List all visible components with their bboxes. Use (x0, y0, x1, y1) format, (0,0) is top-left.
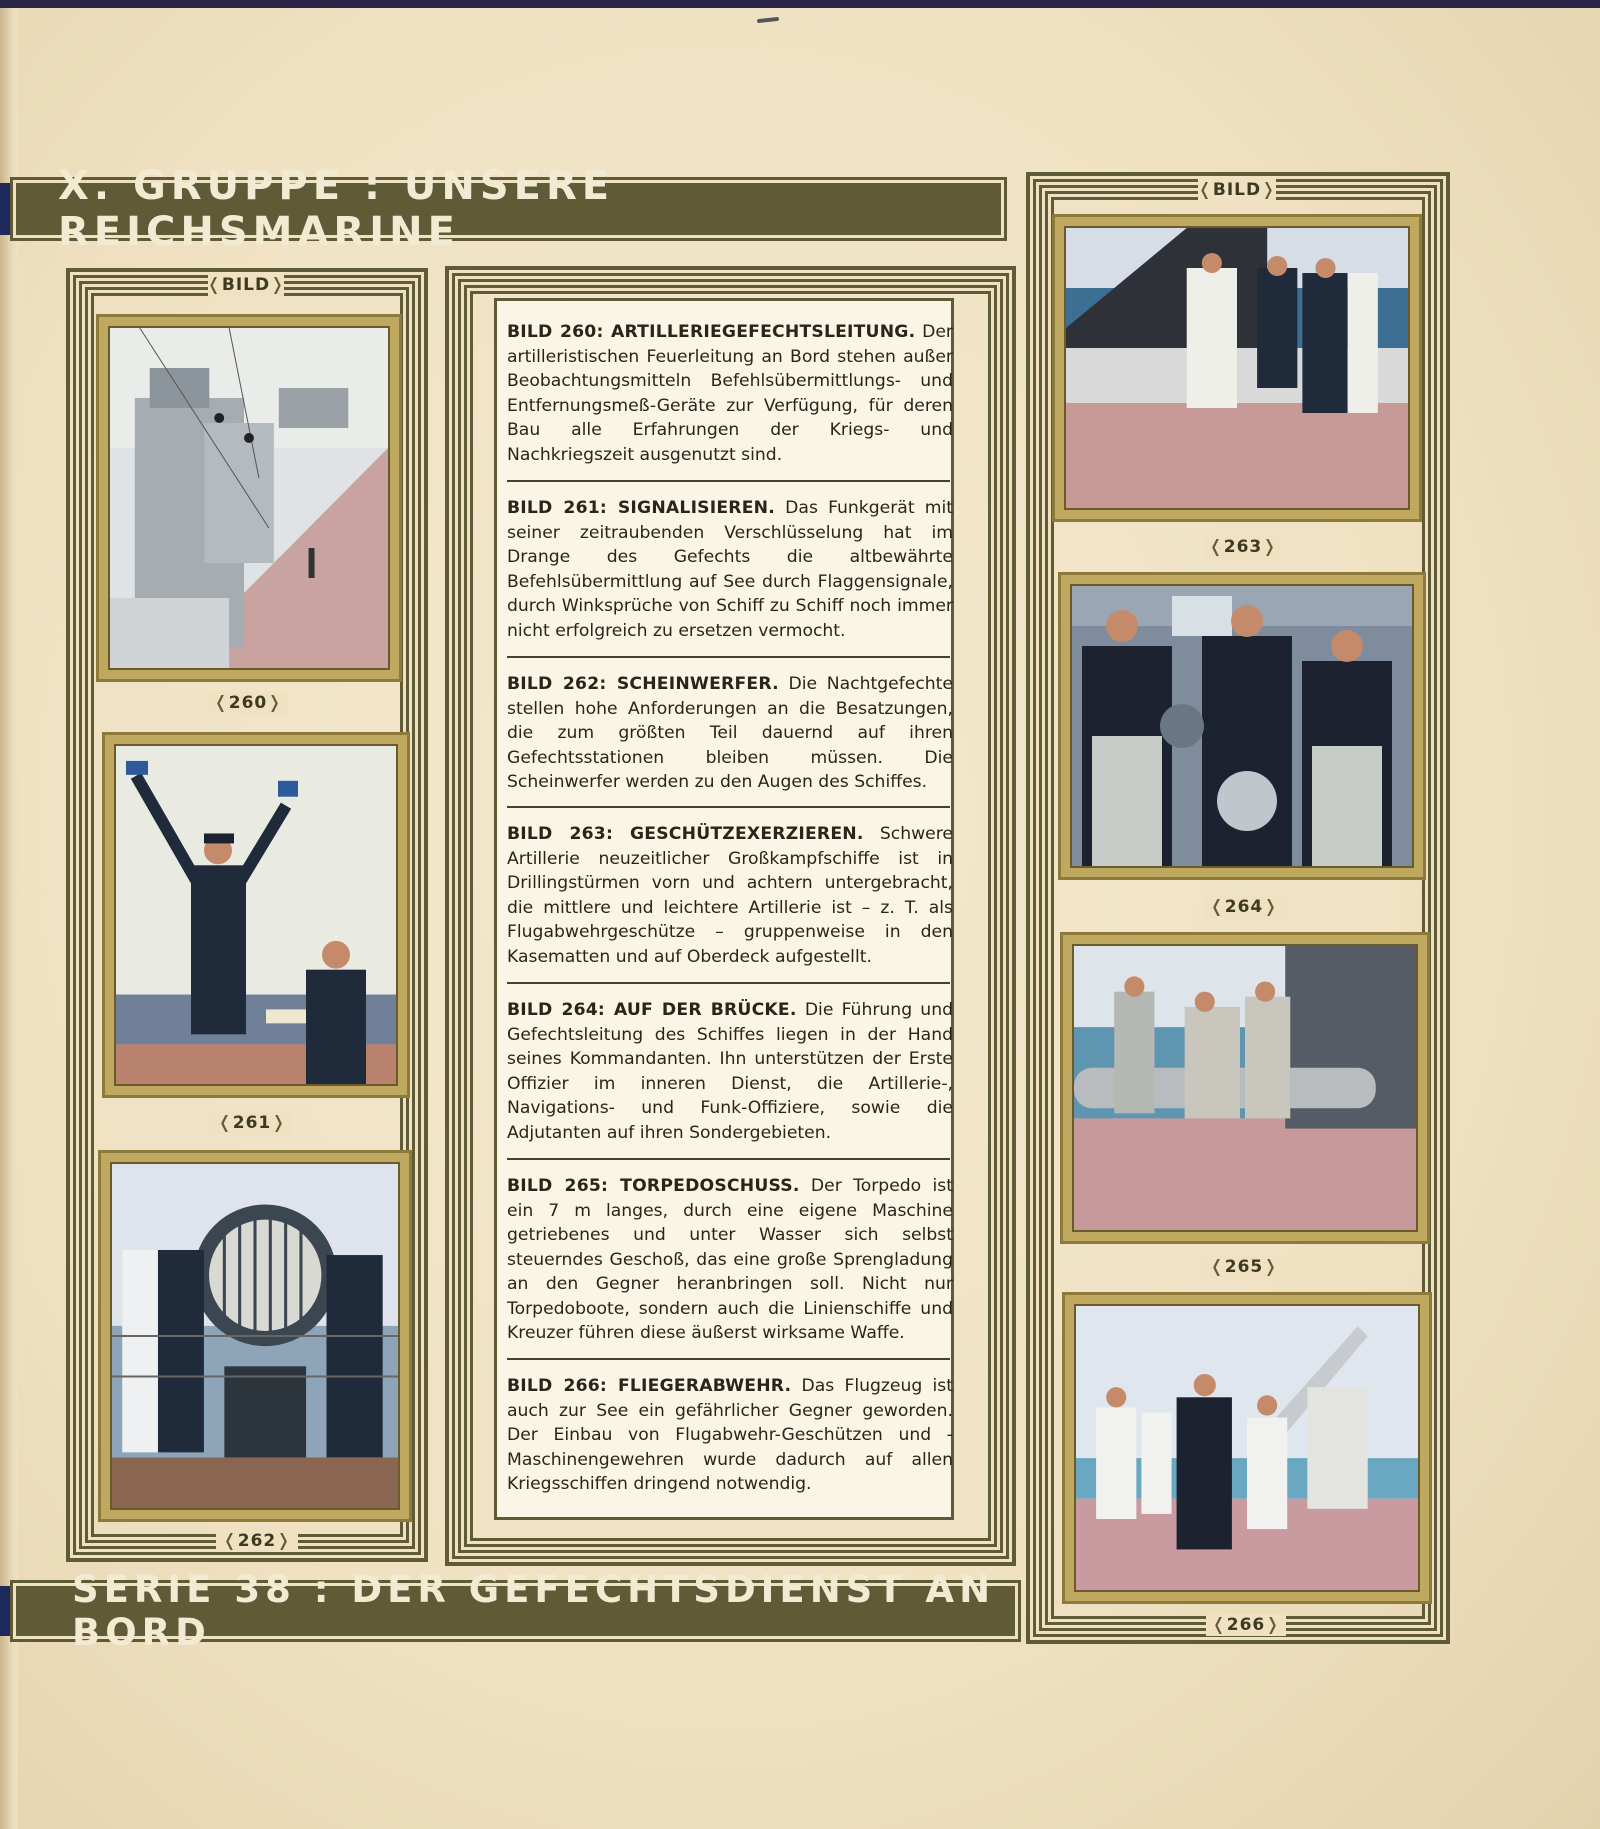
picture-number: 261 (232, 1113, 272, 1133)
entry-261 (507, 496, 953, 643)
top-edge (0, 0, 1600, 8)
number-tag-262: ❬ 262 ❭ (216, 1530, 298, 1552)
series-title: SERIE 38 : DER GEFECHTSDIENST AN BORD (72, 1568, 996, 1654)
number-tag-264: ❬ 264 ❭ (1204, 896, 1284, 918)
divider (507, 806, 950, 808)
entry-heading: BILD 264: AUF DER BRÜCKE. (507, 1000, 797, 1020)
entry-heading: BILD 263: GESCHÜTZEXERZIEREN. (507, 824, 864, 844)
picture-number: 264 (1224, 897, 1264, 917)
picture-261 (102, 732, 410, 1098)
entry-266 (507, 1374, 953, 1497)
number-tag-260: ❬ 260 ❭ (208, 692, 288, 714)
warship-fire-control-image (108, 326, 390, 670)
gun-drill-image (1064, 226, 1410, 510)
torpedo-launch-image (1072, 944, 1418, 1232)
album-spine (0, 0, 18, 1829)
entry-body: Schwere Artillerie neuzeitlicher Großkampfschiffe ist in Drillingstürmen vorn und achtern untergebracht, die mittlere und leichtere Artillerie ist – z. T. als Flugabwehrgeschütze – gruppenweise in den Kasematten und auf Oberdeck aufgestellt. (507, 824, 953, 967)
picture-262 (98, 1150, 412, 1522)
flag-signalling-image (114, 744, 398, 1086)
group-title-banner (16, 163, 1001, 255)
number-tag-263: ❬ 263 ❭ (1204, 536, 1282, 558)
entry-260 (507, 320, 953, 467)
ship-bridge-image (1070, 584, 1414, 868)
entry-262 (507, 672, 953, 795)
entry-265 (507, 1174, 953, 1346)
number-tag-266: ❬ 266 ❭ (1206, 1614, 1286, 1636)
picture-number: 265 (1224, 1257, 1264, 1277)
picture-number: 260 (228, 693, 268, 713)
entry-heading: BILD 262: SCHEINWERFER. (507, 674, 779, 694)
bild-tag-left: ❬ BILD ❭ (206, 275, 286, 295)
anti-aircraft-image (1074, 1304, 1420, 1592)
bild-tag-text: BILD (221, 275, 271, 295)
searchlight-image (110, 1162, 400, 1510)
entry-heading: BILD 265: TORPEDOSCHUSS. (507, 1176, 800, 1196)
picture-264 (1058, 572, 1426, 880)
picture-266 (1062, 1292, 1432, 1604)
entry-body: Das Funkgerät mit seiner zeitraubenden Verschlüsselung hat im Drange des Gefechts die altbewährte Befehlsübermittlung auf See durch Flaggensignale, durch Winksprüche von Schiff zu Schiff noch immer nicht erfolgreich zu ersetzen vermocht. (507, 498, 954, 641)
divider (507, 982, 950, 984)
entry-264 (507, 998, 953, 1145)
picture-263 (1052, 214, 1422, 522)
series-title-banner (16, 1568, 1015, 1654)
entry-body: Der Torpedo ist ein 7 m langes, durch eine eigene Maschine getriebenes und unter Wasser sich selbst steuerndes Geschoß, das eine große Sprengladung an den Gegner heranbringen soll. Nicht nur Torpedoboote, sondern auch die Linienschiffe und Kreuzer führen diese äußerst wirksame Waffe. (507, 1176, 953, 1343)
number-tag-265: ❬ 265 ❭ (1204, 1256, 1284, 1278)
divider (507, 480, 950, 482)
bild-tag-text: BILD (1212, 180, 1262, 200)
picture-number: 262 (237, 1531, 277, 1551)
footer-stub (0, 1586, 16, 1636)
divider (507, 656, 950, 658)
entry-body: Der artilleristischen Feuerleitung an Bord stehen außer Beobachtungsmitteln Befehlsübermittlungs- und Entfernungsmeß-Geräte zur Verfügung, für deren Bau alle Erfahrungen der Kriegs- und Nachkriegszeit ausgenutzt sind. (507, 322, 953, 465)
picture-265 (1060, 932, 1430, 1244)
bild-tag-right: ❬ BILD ❭ (1197, 180, 1277, 200)
entry-heading: BILD 260: ARTILLERIEGEFECHTSLEITUNG. (507, 322, 916, 342)
divider (507, 1158, 950, 1160)
number-tag-261: ❬ 261 ❭ (212, 1112, 292, 1134)
entry-heading: BILD 266: FLIEGERABWEHR. (507, 1376, 792, 1396)
picture-number: 263 (1223, 537, 1263, 557)
group-title: X. GRUPPE : UNSERE REICHSMARINE (58, 163, 615, 255)
entry-body: Die Nachtgefechte stellen hohe Anforderungen an die Besatzungen, die zum größten Teil dauernd auf ihren Gefechtsstationen bleiben müssen. Die Scheinwerfer werden zu den Augen des Schiffes. (507, 674, 953, 792)
picture-260 (96, 314, 402, 682)
entry-263 (507, 822, 953, 969)
divider (507, 1358, 950, 1360)
entry-body: Die Führung und Gefechtsleitung des Schiffes liegen in der Hand seines Kommandanten. Ihn unterstützen der Erste Offizier im inneren Dienst, die Artillerie-, Navigations- und Funk-Offiziere, sowie die Adjutanten auf ihren Sondergebieten. (507, 1000, 954, 1143)
entry-heading: BILD 261: SIGNALISIEREN. (507, 498, 775, 518)
entry-body: Das Flugzeug ist auch zur See ein gefährlicher Gegner geworden. Der Einbau von Flugabwehr-Geschützen und -Maschinengewehren wurde dadurch auf allen Kriegsschiffen dringend notwendig. (507, 1376, 953, 1494)
header-stub (0, 183, 16, 235)
picture-number: 266 (1226, 1615, 1266, 1635)
